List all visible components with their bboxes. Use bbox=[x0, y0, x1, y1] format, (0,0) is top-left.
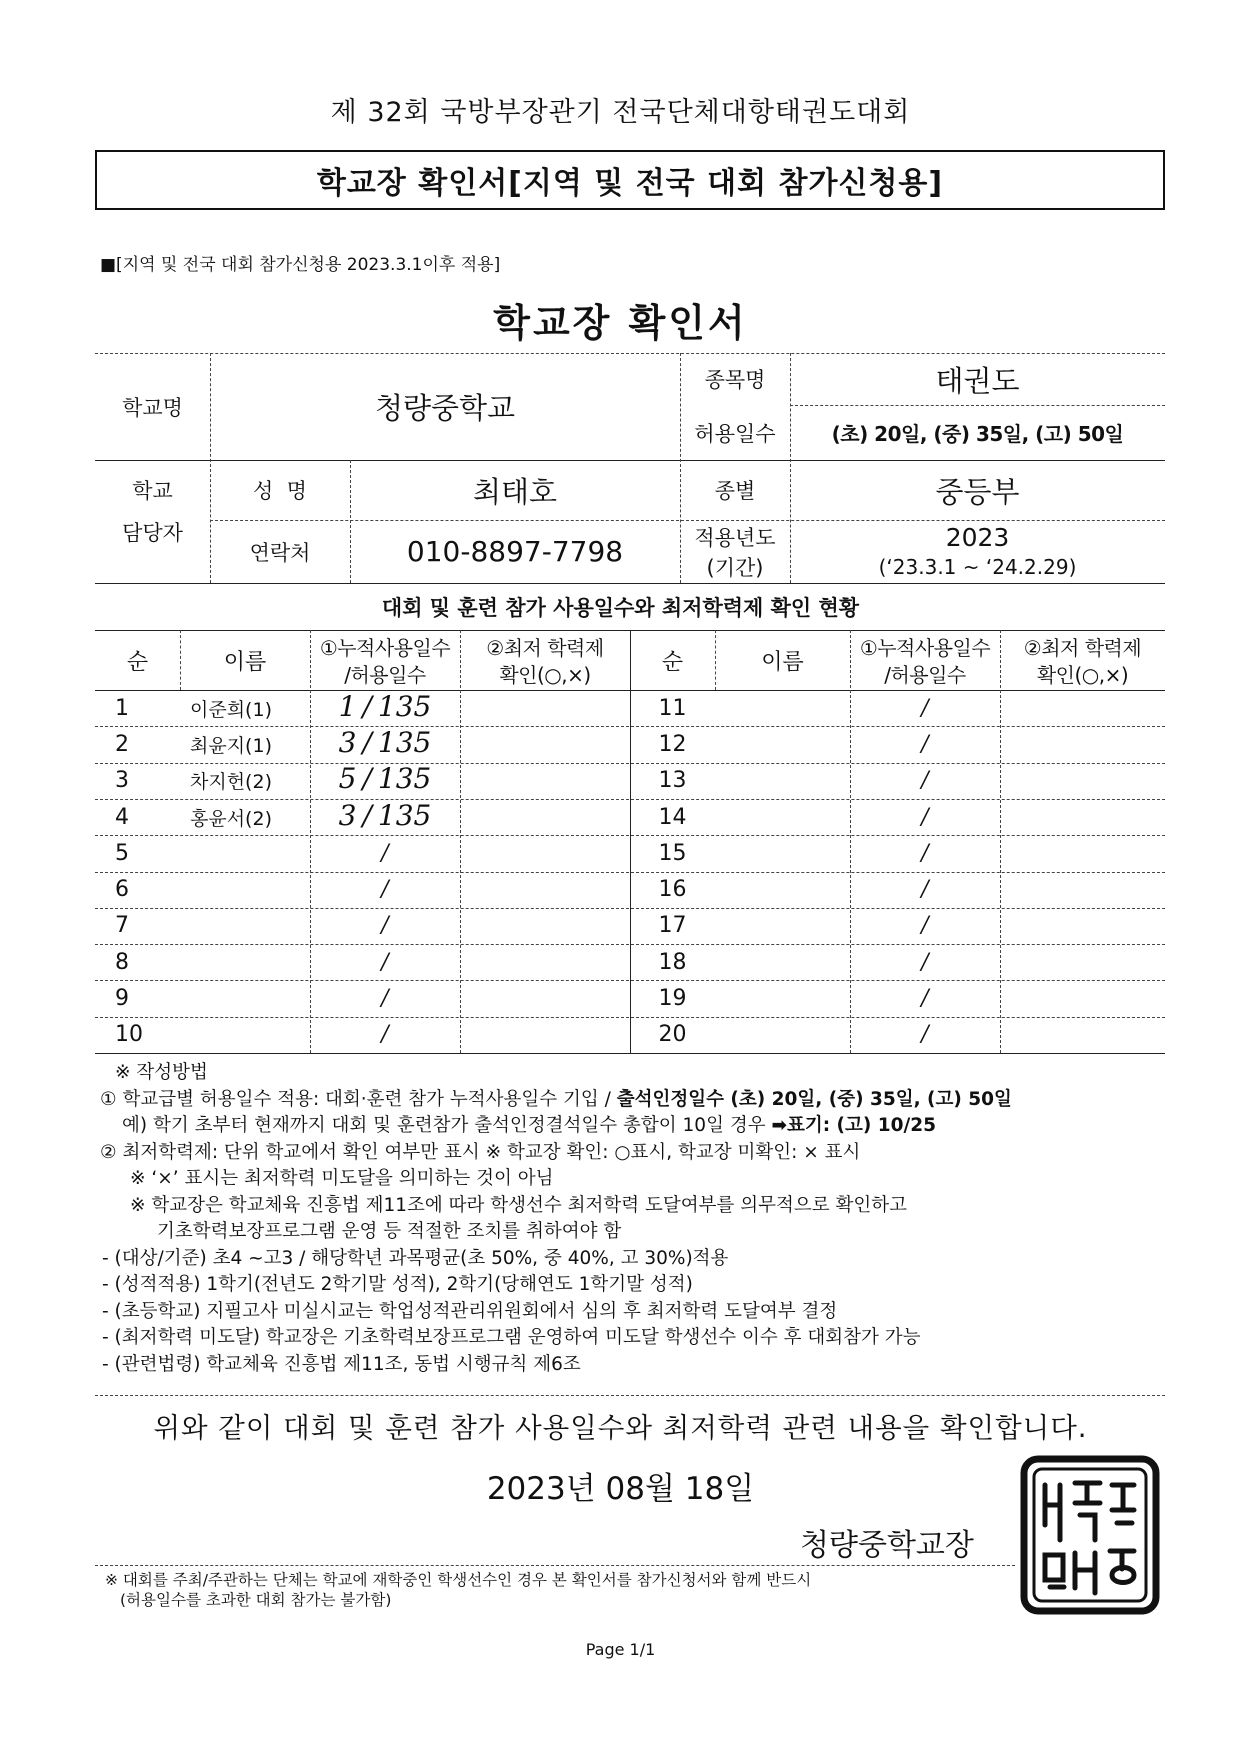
slash: / bbox=[381, 949, 389, 975]
slash: / bbox=[921, 840, 929, 866]
contact-label: 연락처 bbox=[249, 540, 311, 565]
slash: / bbox=[921, 986, 929, 1012]
slash: / bbox=[921, 768, 929, 794]
note-detail: - (성적적용) 1학기(전년도 2학기말 성적), 2학기(당해연도 1학기말 성적) bbox=[102, 1274, 693, 1295]
row-number: 12 bbox=[658, 731, 687, 757]
header-text: ①누적사용일수 bbox=[319, 636, 451, 660]
row-number: 9 bbox=[115, 986, 129, 1012]
used-days bbox=[310, 724, 460, 760]
athlete-name bbox=[190, 872, 310, 908]
note-detail: - (대상/기준) 초4 ~고3 / 해당학년 과목평균(초 50%, 중 40%, 고 30%)적용 bbox=[102, 1247, 729, 1269]
row-number: 5 bbox=[115, 840, 129, 866]
used-value: 1 bbox=[338, 689, 357, 723]
slash: / bbox=[921, 1022, 929, 1048]
header-text: ②최저 학력제 bbox=[1023, 636, 1142, 660]
athlete-name: 차지헌(2) bbox=[190, 771, 272, 794]
slash: / bbox=[921, 913, 929, 939]
allow-value: 135 bbox=[377, 725, 432, 759]
athlete-name: 이준희(1) bbox=[190, 698, 272, 721]
note-1 bbox=[100, 1087, 1160, 1114]
athlete-name bbox=[190, 944, 310, 980]
row-number: 3 bbox=[115, 768, 129, 794]
slash: / bbox=[381, 986, 389, 1012]
footer-note-line: ※ 대회를 주최/주관하는 단체는 학교에 재학중인 학생선수인 경우 본 확인서를 참가신청서와 함께 반드시 bbox=[105, 1571, 812, 1589]
year-label: (기간) bbox=[706, 556, 764, 580]
slash: / bbox=[362, 798, 372, 832]
row-number: 15 bbox=[658, 840, 687, 866]
slash: / bbox=[362, 762, 372, 796]
row-number: 2 bbox=[115, 731, 129, 757]
note-text: ① 학교급별 허용일수 적용: 대회·훈련 참가 누적사용일수 기입 / bbox=[100, 1088, 617, 1110]
slash: / bbox=[921, 877, 929, 903]
row-number: 13 bbox=[658, 768, 687, 794]
divider bbox=[460, 630, 461, 1053]
used-value: 3 bbox=[338, 798, 357, 832]
row-number: 20 bbox=[658, 1022, 687, 1048]
row-number: 18 bbox=[658, 949, 687, 975]
school-name: 청량중학교 bbox=[374, 391, 516, 425]
school-label: 학교명 bbox=[122, 395, 183, 420]
footer-note bbox=[105, 1570, 1015, 1610]
slash: / bbox=[381, 840, 389, 866]
slash: / bbox=[362, 725, 372, 759]
divider bbox=[95, 583, 1165, 584]
contact-value: 010-8897-7798 bbox=[406, 535, 624, 568]
header-text: /허용일수 bbox=[884, 663, 966, 687]
instructions bbox=[100, 1060, 1160, 1378]
slash: / bbox=[381, 877, 389, 903]
manager-label: 담당자 bbox=[122, 521, 183, 545]
row-number: 16 bbox=[658, 877, 687, 903]
header-name: 이름 bbox=[223, 649, 267, 675]
athlete-name bbox=[190, 1017, 310, 1053]
athlete-name bbox=[190, 980, 310, 1016]
athlete-name: 홍윤서(2) bbox=[190, 807, 272, 830]
confirmation-statement: 위와 같이 대회 및 훈련 참가 사용일수와 최저학력 관련 내용을 확인합니다. bbox=[153, 1412, 1088, 1444]
manager-label: 학교 bbox=[132, 479, 173, 503]
used-days bbox=[310, 688, 460, 724]
event-title: 제 32회 국방부장관기 전국단체대항태권도대회 bbox=[330, 97, 911, 128]
divider bbox=[95, 1565, 1015, 1566]
athlete-name: 최윤지(1) bbox=[190, 734, 272, 757]
year-label: 적용년도 bbox=[694, 526, 776, 550]
row-number: 14 bbox=[658, 804, 687, 830]
header-days bbox=[842, 632, 1008, 692]
sport-value: 태권도 bbox=[935, 363, 1020, 398]
row-number: 11 bbox=[658, 695, 687, 721]
header-min-academic bbox=[1000, 632, 1165, 692]
page-number: Page 1/1 bbox=[585, 1640, 656, 1659]
principal-name: 청량중학교장 bbox=[800, 1528, 974, 1563]
note-text: ➡표기: (고) 10/25 bbox=[771, 1115, 937, 1136]
divider bbox=[95, 1053, 1165, 1054]
row-number: 1 bbox=[115, 695, 129, 721]
issue-date: 2023년 08월 18일 bbox=[486, 1471, 755, 1507]
row-number: 10 bbox=[115, 1022, 143, 1048]
period-value: (‘23.3.1 ~ ‘24.2.29) bbox=[878, 555, 1077, 579]
header-text: ②최저 학력제 bbox=[486, 636, 604, 660]
athlete-name bbox=[190, 835, 310, 871]
header-no: 순 bbox=[661, 649, 684, 675]
header-text: /허용일수 bbox=[344, 663, 426, 687]
allow-value: (초) 20일, (중) 35일, (고) 50일 bbox=[831, 422, 1124, 446]
note-4: ※ 학교장은 학교체육 진흥법 제11조에 따라 학생선수 최저학력 도달여부를 의무적으로 확인하고 bbox=[130, 1194, 907, 1216]
slash: / bbox=[921, 949, 929, 975]
note-1-example bbox=[100, 1113, 1160, 1140]
note-text: 예) 학기 초부터 현재까지 대회 및 훈련참가 출석인정결석일수 총합이 10일 경우 bbox=[122, 1115, 772, 1136]
note-detail: - (관련법령) 학교체육 진흥법 제11조, 동법 시행규칙 제6조 bbox=[102, 1353, 581, 1375]
slash: / bbox=[381, 1022, 389, 1048]
used-days bbox=[310, 797, 460, 833]
note-detail: - (최저학력 미도달) 학교장은 기초학력보장프로그램 운영하여 미도달 학생선수 이수 후 대회참가 가능 bbox=[102, 1327, 921, 1348]
header-no: 순 bbox=[126, 649, 149, 675]
used-value: 3 bbox=[338, 725, 357, 759]
divider bbox=[1000, 630, 1001, 1053]
slash: / bbox=[921, 695, 929, 721]
slash: / bbox=[921, 731, 929, 757]
manager-name: 최태호 bbox=[472, 474, 558, 509]
allow-value: 135 bbox=[377, 798, 432, 832]
note-5: 기초학력보장프로그램 운영 등 적절한 조치를 취하여야 함 bbox=[157, 1221, 622, 1242]
note-text: 출석인정일수 (초) 20일, (중) 35일, (고) 50일 bbox=[616, 1088, 1012, 1110]
year-value: 2023 bbox=[945, 522, 1010, 552]
header-name: 이름 bbox=[761, 649, 804, 675]
row-number: 17 bbox=[658, 913, 687, 939]
allow-label: 허용일수 bbox=[694, 421, 776, 446]
division-label: 종별 bbox=[714, 479, 756, 503]
allow-value: 135 bbox=[377, 762, 432, 796]
header-text: 확인(○,×) bbox=[1036, 663, 1129, 687]
slash: / bbox=[362, 689, 372, 723]
athlete-name bbox=[190, 908, 310, 944]
division-value: 중등부 bbox=[935, 474, 1020, 509]
row-number: 8 bbox=[115, 949, 129, 975]
header-text: ①누적사용일수 bbox=[859, 636, 991, 660]
divider bbox=[95, 1395, 1165, 1396]
note-detail: - (초등학교) 지필고사 미실시교는 학업성적관리위원회에서 심의 후 최저학력 도달여부 결정 bbox=[102, 1300, 838, 1322]
row-number: 6 bbox=[115, 877, 129, 903]
header-days bbox=[302, 632, 468, 692]
used-days bbox=[310, 761, 460, 797]
row-number: 19 bbox=[658, 986, 687, 1012]
used-value: 5 bbox=[338, 762, 357, 796]
header-title-box: 학교장 확인서[지역 및 전국 대회 참가신청용] bbox=[95, 150, 1165, 210]
name-label: 성 명 bbox=[253, 479, 307, 503]
sport-label: 종목명 bbox=[704, 368, 766, 392]
note-2: ② 최저학력제: 단위 학교에서 확인 여부만 표시 ※ 학교장 확인: ○표시, 학교장 미확인: × 표시 bbox=[100, 1141, 861, 1163]
notes-heading: ※ 작성방법 bbox=[115, 1062, 208, 1083]
note-3: ※ ‘×’ 표시는 최저학력 미도달을 의미하는 것이 아님 bbox=[130, 1168, 554, 1189]
table-title: 대회 및 훈련 참가 사용일수와 최저학력제 확인 현황 bbox=[381, 596, 860, 620]
slash: / bbox=[381, 913, 389, 939]
footer-note-line: (허용일수를 초과한 대회 참가는 불가함) bbox=[120, 1591, 392, 1609]
header-min-academic bbox=[460, 632, 630, 692]
header-text: 확인(○,×) bbox=[499, 663, 591, 687]
applies-note: ■[지역 및 전국 대회 참가신청용 2023.3.1이후 적용] bbox=[100, 255, 501, 275]
slash: / bbox=[921, 804, 929, 830]
allow-value: 135 bbox=[377, 689, 432, 723]
row-number: 7 bbox=[115, 913, 129, 939]
official-seal bbox=[1020, 1455, 1160, 1615]
document-title: 학교장 확인서 bbox=[493, 301, 748, 345]
row-number: 4 bbox=[115, 804, 129, 830]
